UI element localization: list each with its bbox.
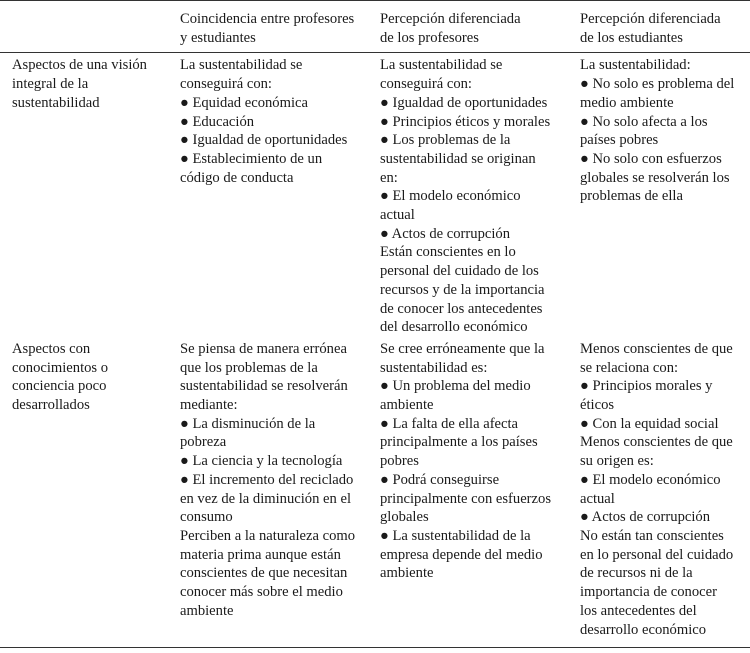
cell-text-line: del desarrollo económico	[380, 319, 528, 336]
cell-text-line: éticos	[580, 397, 615, 414]
cell-text-line: países pobres	[580, 132, 659, 149]
cell-text-line: conseguirá con:	[380, 76, 472, 93]
cell-text-line: Se cree erróneamente que la	[380, 340, 545, 357]
cell-text-line: No están tan conscientes	[580, 527, 724, 544]
cell-text-line: ambiente	[180, 602, 234, 619]
cell-text-line: problemas de ella	[580, 188, 683, 205]
cell-text-line: ● No solo con esfuerzos	[580, 150, 722, 167]
cell-text-line: recursos y de la importancia	[380, 281, 545, 298]
cell-text-line: ● Educación	[180, 113, 255, 130]
cell-text-line: conocer más sobre el medio	[180, 584, 343, 601]
cell-text-line: ● No solo afecta a los	[580, 113, 708, 130]
cell-text-line: pobres	[380, 453, 419, 470]
cell-text-line: su origen es:	[580, 453, 654, 470]
cell-text-line: ● La disminución de la	[180, 415, 316, 432]
cell-text-line: ● El incremento del reciclado	[180, 471, 354, 488]
cell-text-line: ● Un problema del medio	[380, 378, 531, 395]
table-header-row	[0, 1, 750, 53]
cell-text-line: desarrollo económico	[580, 621, 707, 638]
cell-text-line: importancia de conocer	[580, 584, 717, 601]
cell-text-line: los antecedentes del	[580, 602, 697, 619]
coincidence-cell	[168, 337, 368, 648]
cell-text-line: Menos conscientes de que	[580, 340, 733, 357]
teachers-cell	[368, 337, 568, 648]
cell-text-line: conscientes de que necesitan	[180, 565, 348, 582]
cell-text-line: ● Con la equidad social	[580, 415, 719, 432]
cell-text-line: principalmente a los países	[380, 434, 538, 451]
cell-text-line: ● Podrá conseguirse	[380, 471, 500, 488]
cell-text-line: personal del cuidado de los	[380, 263, 539, 280]
cell-text-line: sustentabilidad se originan	[380, 150, 536, 167]
cell-text-line: en:	[380, 169, 398, 186]
cell-text-line: ● El modelo económico	[580, 471, 721, 488]
cell-text-line: sustentabilidad es:	[380, 359, 488, 376]
cell-text-line: de recursos ni de la	[580, 565, 693, 582]
cell-text-line: en lo personal del cuidado	[580, 546, 734, 563]
cell-text-line: conocimientos o	[12, 359, 109, 376]
header-cell-aspect	[0, 1, 168, 53]
cell-text-line: medio ambiente	[580, 94, 674, 111]
cell-text-line: ● Actos de corrupción	[380, 225, 510, 242]
cell-text-line: desarrollados	[12, 397, 90, 414]
students-cell	[568, 337, 750, 648]
cell-text-line: de conocer los antecedentes	[380, 300, 543, 317]
cell-text-line: se relaciona con:	[580, 359, 679, 376]
cell-text-line: Percepción diferenciada	[380, 11, 521, 27]
table-row	[0, 337, 750, 648]
cell-text-line: ambiente	[380, 397, 434, 414]
cell-text-line: ● Igualdad de oportunidades	[180, 132, 348, 149]
cell-text-line: empresa depende del medio	[380, 546, 543, 563]
cell-text-line: ● El modelo económico	[380, 188, 521, 205]
cell-text-line: Menos conscientes de que	[580, 434, 733, 451]
cell-text-line: Aspectos de una visión	[12, 57, 147, 74]
header-cell-students	[568, 1, 750, 53]
cell-text-line: sustentabilidad se resolverán	[180, 378, 348, 395]
cell-text-line: consumo	[180, 509, 233, 526]
teachers-cell	[368, 53, 568, 337]
cell-text-line: globales	[380, 509, 429, 526]
cell-text-line: actual	[580, 490, 615, 507]
cell-text-line: ● La ciencia y la tecnología	[180, 453, 343, 470]
cell-text-line: materia prima aunque están	[180, 546, 341, 563]
cell-text-line: ● La sustentabilidad de la	[380, 527, 531, 544]
cell-text-line: principalmente con esfuerzos	[380, 490, 551, 507]
cell-text-line: ● No solo es problema del	[580, 76, 735, 93]
cell-text-line: ● La falta de ella afecta	[380, 415, 519, 432]
cell-text-line: ● Actos de corrupción	[580, 509, 710, 526]
cell-text-line: globales se resolverán los	[580, 169, 730, 186]
cell-text-line: Están conscientes en lo	[380, 244, 516, 261]
cell-text-line: y estudiantes	[180, 29, 256, 46]
cell-text-line: ● Principios éticos y morales	[380, 113, 551, 130]
cell-text-line: código de conducta	[180, 169, 294, 186]
cell-text-line: conseguirá con:	[180, 76, 272, 93]
cell-text-line: integral de la	[12, 76, 89, 93]
cell-text-line: de los profesores	[380, 29, 479, 46]
cell-text-line: que los problemas de la	[180, 359, 318, 376]
cell-text-line: ambiente	[380, 565, 434, 582]
cell-text-line: La sustentabilidad se	[380, 57, 503, 74]
cell-text-line: Perciben a la naturaleza como	[180, 527, 356, 544]
cell-text-line: Aspectos con	[12, 340, 91, 357]
table-row	[0, 53, 750, 337]
header-cell-teachers	[368, 1, 568, 53]
cell-text-line: La sustentabilidad:	[580, 57, 691, 74]
cell-text-line: La sustentabilidad se	[180, 57, 303, 74]
cell-text-line: ● Principios morales y	[580, 378, 713, 395]
cell-text-line: mediante:	[180, 397, 238, 414]
students-cell	[568, 53, 750, 337]
cell-text-line: Percepción diferenciada	[580, 11, 721, 27]
cell-text-line: ● Igualdad de oportunidades	[380, 94, 548, 111]
row-label-cell	[0, 337, 168, 648]
cell-text-line: de los estudiantes	[580, 29, 683, 46]
cell-text-line: actual	[380, 207, 415, 224]
coincidence-cell	[168, 53, 368, 337]
cell-text-line: ● Establecimiento de un	[180, 150, 323, 167]
row-label-cell	[0, 53, 168, 337]
cell-text-line: Coincidencia entre profesores	[180, 11, 355, 27]
cell-text-line: Se piensa de manera errónea	[180, 340, 347, 357]
cell-text-line: en vez de la diminución en el	[180, 490, 352, 507]
cell-text-line: ● Los problemas de la	[380, 132, 511, 149]
cell-text-line: pobreza	[180, 434, 227, 451]
cell-text-line: sustentabilidad	[12, 94, 100, 111]
cell-text-line: ● Equidad económica	[180, 94, 308, 111]
header-cell-coincidence	[168, 1, 368, 53]
cell-text-line: conciencia poco	[12, 378, 107, 395]
